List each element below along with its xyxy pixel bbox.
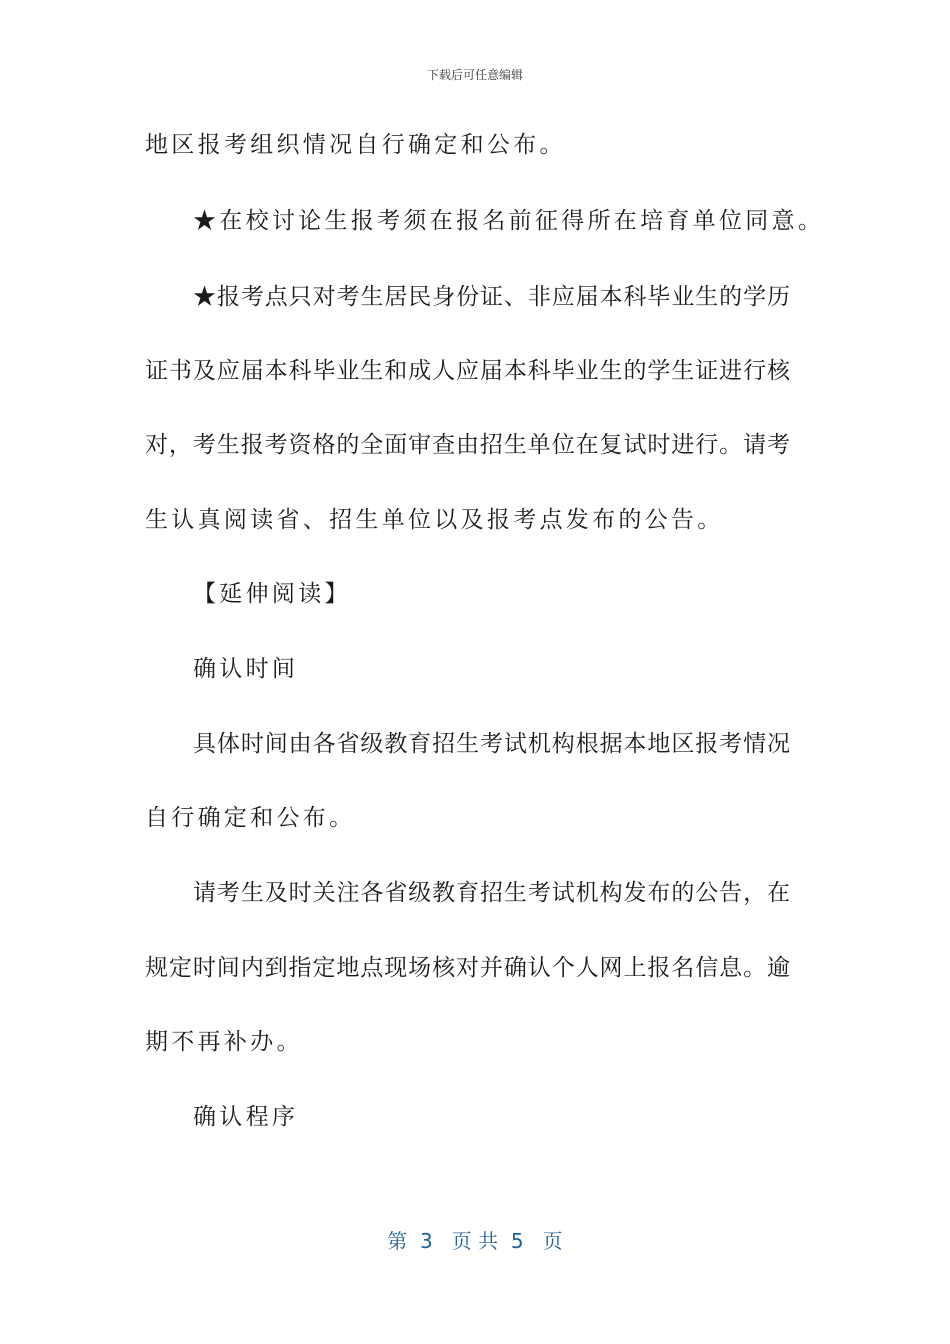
- paragraph-line: 规定时间内到指定地点现场核对并确认个人网上报名信息。逾: [145, 955, 790, 981]
- paragraph-line: 自行确定和公布。: [145, 805, 356, 831]
- paragraph-line: ★在校讨论生报考须在报名前征得所在培育单位同意。: [193, 208, 825, 234]
- header-note: 下载后可任意编辑: [426, 68, 523, 82]
- section-heading: 【延伸阅读】: [193, 581, 351, 607]
- paragraph-line: 生认真阅读省、招生单位以及报考点发布的公告。: [145, 507, 724, 533]
- section-heading: 确认程序: [193, 1104, 299, 1130]
- paragraph-line: ★报考点只对考生居民身份证、非应届本科毕业生的学历: [193, 284, 790, 310]
- section-heading: 确认时间: [193, 656, 299, 682]
- paragraph-line: 期不再补办。: [145, 1029, 303, 1055]
- paragraph-line: 对，考生报考资格的全面审查由招生单位在复试时进行。请考: [145, 432, 790, 458]
- paragraph-line: 具体时间由各省级教育招生考试机构根据本地区报考情况: [193, 731, 790, 757]
- paragraph-line: 地区报考组织情况自行确定和公布。: [145, 132, 566, 158]
- page-number: 第 3 页 共 5 页: [387, 1229, 563, 1253]
- paragraph-line: 请考生及时关注各省级教育招生考试机构发布的公告，在: [193, 880, 790, 906]
- paragraph-line: 证书及应届本科毕业生和成人应届本科毕业生的学生证进行核: [145, 358, 790, 384]
